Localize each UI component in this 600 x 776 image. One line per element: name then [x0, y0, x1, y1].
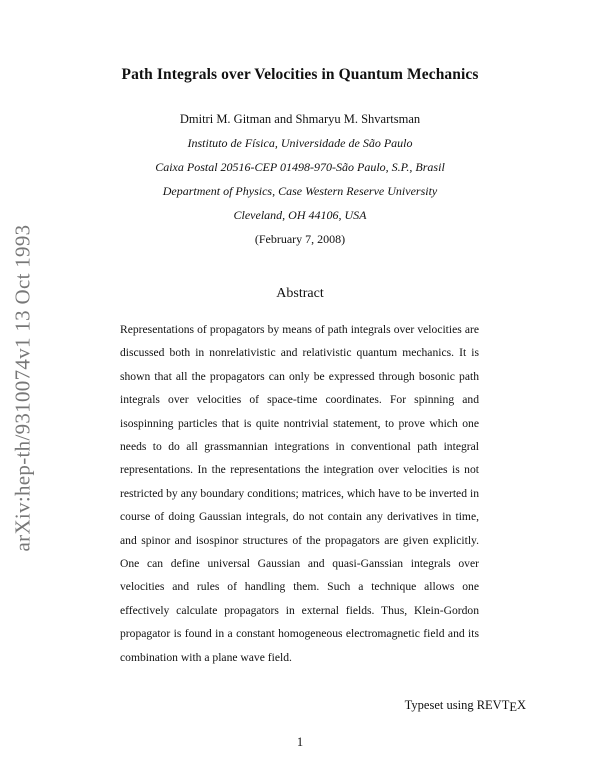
arxiv-stamp [10, 208, 35, 568]
abstract-body: Representations of propagators by means of path integrals over velocities are discussed both in nonrelativistic and relativistic quantum mechanics. It is shown that all the propagators can only be expressed through bosonic path integrals over velocities of space-time coordinates. For spinning and isospinning particles that is quite nontrivial statement, to prove which one needs to do all grassmannian integrations in conventional path integral representations. In the representations the integration over velocities is not restricted by any boundary conditions; matrices, which have to be inverted in course of doing Gaussian integrals, do not contain any derivatives in time, and spinor and isospinor structures of the propagators are given explicitly. One can define universal Gaussian and quasi-Ganssian integrals over velocities and rules of handling them. Such a technique allows one effectively calculate propagators in external fields. Thus, Klein-Gordon propagator is found in a constant homogeneous electromagnetic field and its combination with a plane wave field. [120, 323, 479, 664]
affiliation-line-4: Cleveland, OH 44106, USA [233, 208, 367, 222]
typeset-suffix: X [516, 698, 526, 712]
affiliation-line-1: Instituto de Física, Universidade de São Paulo [187, 136, 413, 150]
affiliation-line-3: Department of Physics, Case Western Reserve University [162, 184, 438, 198]
page-number: 1 [296, 735, 304, 749]
arxiv-stamp-text: arXiv:hep-th/9310074v1 13 Oct 1993 [10, 224, 35, 552]
typeset-prefix: Typeset using REVT [404, 698, 510, 712]
typeset-e: E [509, 700, 517, 714]
paper-date: (February 7, 2008) [254, 232, 346, 246]
paper-authors: Dmitri M. Gitman and Shmaryu M. Shvartsman [179, 112, 421, 126]
abstract-heading: Abstract [276, 286, 324, 301]
affiliation-line-2: Caixa Postal 20516-CEP 01498-970-São Paulo, S.P., Brasil [155, 160, 445, 174]
paper-title: Path Integrals over Velocities in Quantum Mechanics [121, 66, 479, 83]
typeset-note [405, 698, 526, 713]
